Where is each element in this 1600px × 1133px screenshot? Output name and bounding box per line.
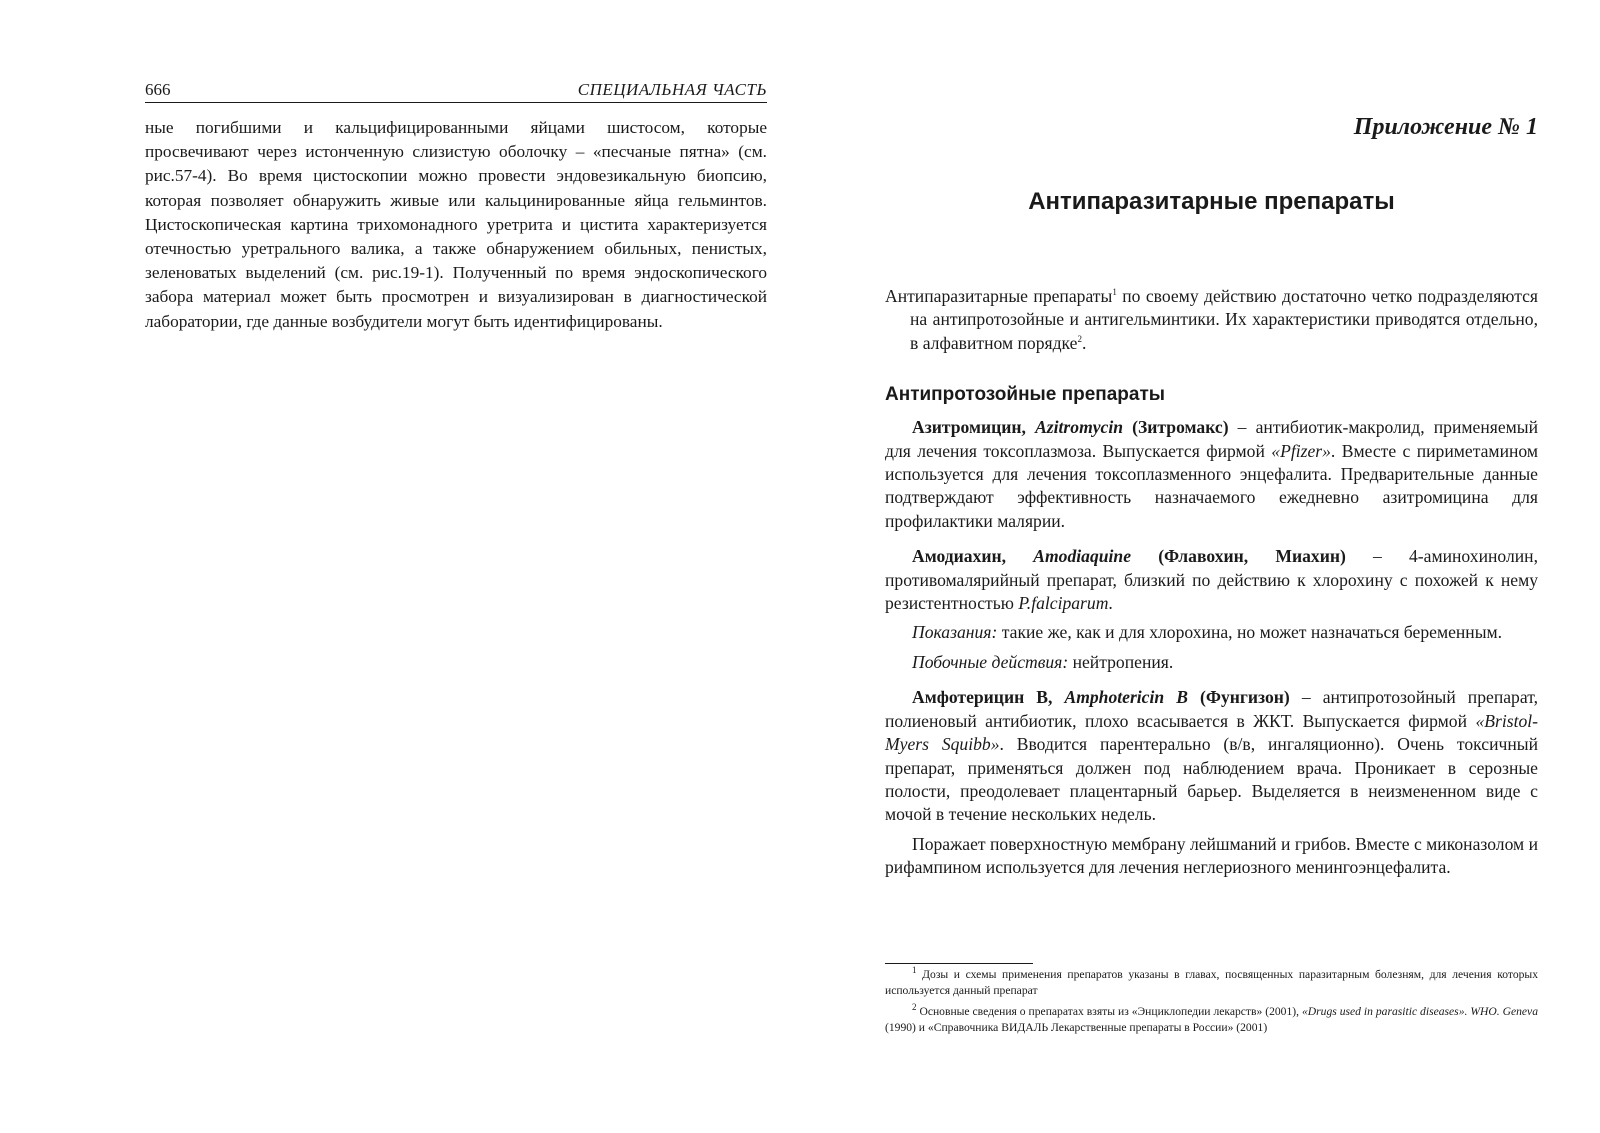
entry-amodiaquine	[885, 545, 1538, 615]
footnote-ref-2: 2	[1077, 333, 1082, 344]
amodiaquine-indications	[885, 621, 1538, 644]
drug-brand: (Фунгизон)	[1187, 687, 1290, 708]
footnote-divider	[885, 963, 1033, 964]
indications-label: Показания:	[912, 622, 998, 643]
drug-brand: (Флавохин, Миахин)	[1131, 546, 1346, 567]
entry-amphotericin	[885, 686, 1538, 826]
page-number: 666	[145, 80, 171, 99]
section-title: Антипротозойные препараты	[885, 384, 1166, 406]
footnote-mark-2: 2	[912, 1002, 917, 1013]
page-title: Антипаразитарные препараты	[1028, 188, 1395, 215]
drug-name-ru: Амодиахин,	[912, 546, 1034, 567]
footnote-1	[885, 967, 1538, 998]
right-page	[800, 0, 1600, 1133]
amodiaquine-side-effects	[885, 651, 1538, 674]
manufacturer: «Pfizer»	[1271, 440, 1331, 461]
intro-paragraph	[885, 285, 1538, 355]
indications-text: такие же, как и для хлорохина, но может назначаться беременным.	[997, 622, 1503, 643]
species-name: P.falciparum	[1018, 593, 1109, 614]
appendix-label: Приложение № 1	[1353, 114, 1538, 140]
drug-brand: (Зитромакс)	[1123, 417, 1229, 438]
intro-text: по своему действию достаточно четко подразделяются на антипротозойные и антигельминтики. Их характеристики приводятся отдельно, в алфавитном порядке	[910, 286, 1539, 353]
side-effects-text: нейтропения.	[1068, 651, 1174, 672]
running-title: СПЕЦИАЛЬНАЯ ЧАСТЬ	[577, 80, 767, 99]
drug-name-lat: Amodiaquine	[1033, 546, 1132, 567]
drug-name-lat: Amphotericin B	[1064, 687, 1188, 708]
footnote-text: (1990) и «Справочника ВИДАЛЬ Лекарственные препараты в России» (2001)	[885, 1020, 1268, 1034]
entry-text: . Вместе с пириметамином используется для лечения токсоплазменного энцефалита. Предварительные данные подтверждают эффективность назначаемого ежедневно азитромицина для профилактики малярии.	[885, 440, 1538, 531]
footnote-mark-1: 1	[912, 965, 917, 976]
entry-azithromycin	[885, 416, 1538, 533]
entry-text: – 4-аминохинолин, противомалярийный препарат, близкий по действию к хлорохину с похожей к нему резистентностью	[885, 546, 1538, 614]
footnote-ref-1: 1	[1112, 287, 1117, 298]
drug-name-ru: Азитромицин,	[912, 417, 1036, 438]
intro-text: Антипаразитарные препараты	[885, 286, 1113, 306]
entry-text: – антибиотик-макролид, применяемый для лечения токсоплазмоза. Выпускается фирмой	[885, 417, 1539, 461]
amphotericin-paragraph-2: Поражает поверхностную мембрану лейшманий и грибов. Вместе с миконазолом и рифампином используется для лечения неглериозного менингоэнцефалита.	[885, 833, 1538, 878]
side-effects-label: Побочные действия:	[912, 651, 1069, 672]
left-paragraph: ные погибшими и кальцифицированными яйцами шистосом, которые просвечивают через истонченную слизистую оболочку – «песчаные пятна» (см. рис.57-4). Во время цистоскопии можно провести эндовезикальную биопсию, которая позволяет обнаружить живые или кальцинированные яйца гельминтов. Цистоскопическая картина трихомонадного уретрита и цистита характеризуется отечностью уретрального валика, а также обнаружением обильных, пенистых, зеленоватых выделений (см. рис.19-1). Полученный по время эндоскопического забора материал может быть просмотрен и визуализирован в диагностической лаборатории, где данные возбудители могут быть идентифицированы.	[145, 118, 767, 331]
right-body	[885, 285, 1538, 880]
footnotes	[885, 967, 1538, 1041]
entry-text: – антипротозойный препарат, полиеновый антибиотик, плохо всасывается в ЖКТ. Выпускается фирмой	[885, 687, 1538, 731]
footnote-text: Основные сведения о препаратах взяты из «Энциклопедии лекарств» (2001),	[916, 1005, 1302, 1018]
manufacturer: «Bristol-Myers Squibb»	[885, 710, 1538, 755]
drug-name-lat: Azitromycin	[1035, 417, 1124, 438]
footnote-text: Дозы и схемы применения препаратов указаны в главах, посвященных паразитарным болезням, для лечения которых используется данный препарат	[885, 968, 1538, 997]
entry-text: .	[1108, 593, 1113, 614]
intro-text: .	[1081, 332, 1087, 353]
entry-text: . Вводится парентерально (в/в, ингаляционно). Очень токсичный препарат, применяться должен под наблюдением врача. Проникает в серозные полости, преодолевает плацентарный барьер. Выделяется в неизмененном виде с мочой в течение нескольких недель.	[885, 734, 1538, 825]
footnote-2	[885, 1004, 1538, 1035]
footnote-italic-source: «Drugs used in parasitic diseases». WHO. Geneva	[1301, 1005, 1538, 1018]
left-body	[145, 116, 767, 334]
running-head	[145, 80, 767, 103]
drug-name-ru: Амфотерицин B,	[912, 687, 1065, 708]
